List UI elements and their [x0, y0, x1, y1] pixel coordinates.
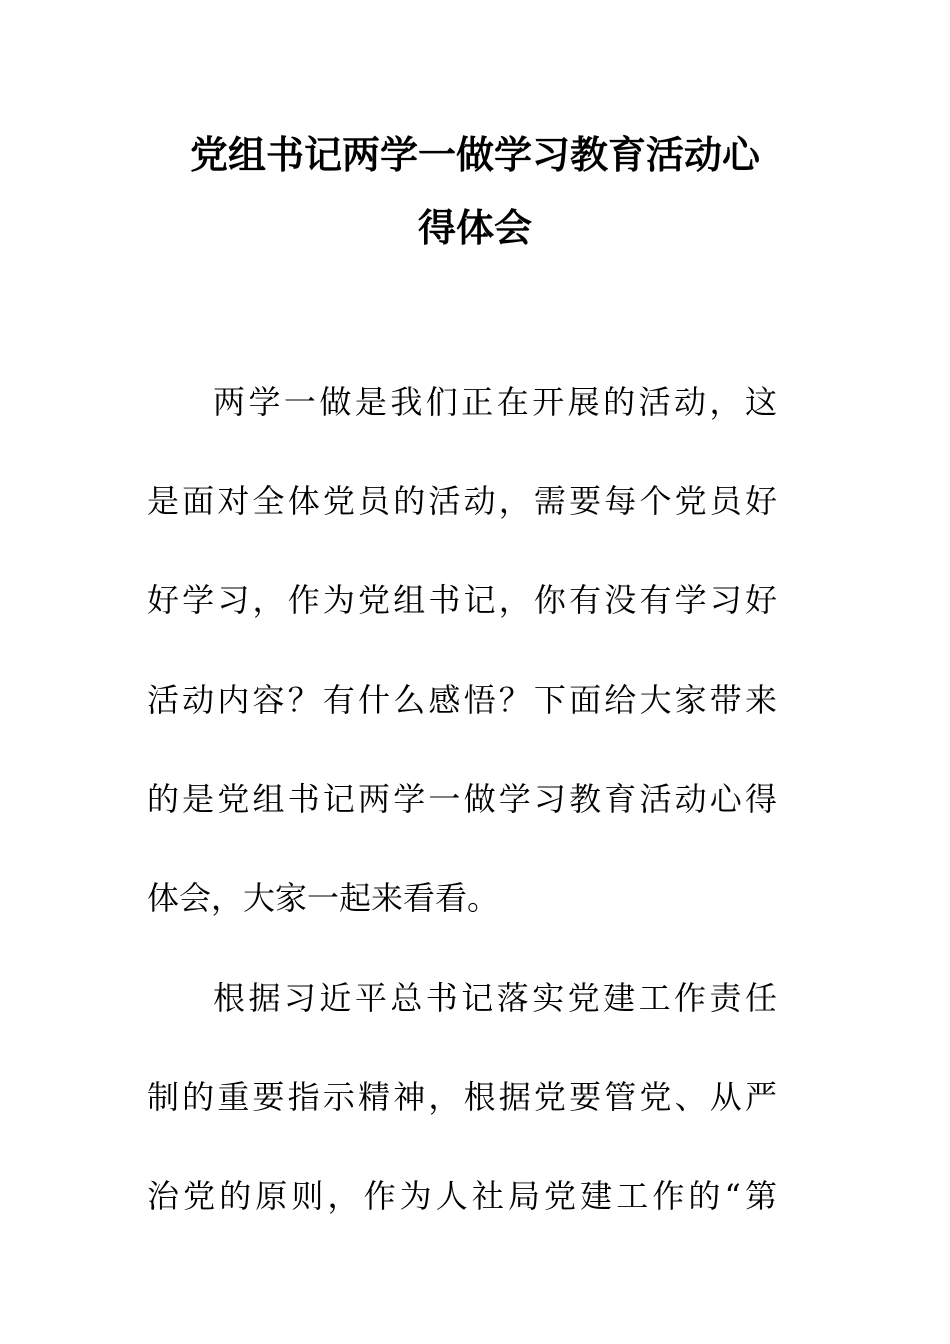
paragraph-1-line-3: 好学习，作为党组书记，你有没有学习好: [147, 581, 777, 619]
document-title-line-2: 得体会: [417, 205, 532, 250]
paragraph-1-line-1: 两学一做是我们正在开展的活动，这: [213, 383, 777, 421]
paragraph-1-line-2: 是面对全体党员的活动，需要每个党员好: [147, 482, 777, 520]
paragraph-2-line-2: 制的重要指示精神，根据党要管党、从严: [147, 1078, 777, 1116]
paragraph-2-line-3: 治党的原则，作为人社局党建工作的“第: [147, 1177, 777, 1215]
paragraph-1-line-4: 活动内容？有什么感悟？下面给大家带来: [147, 681, 777, 719]
document-title-line-1: 党组书记两学一做学习教育活动心: [189, 132, 760, 177]
paragraph-1-line-5: 的是党组书记两学一做学习教育活动心得: [147, 780, 777, 818]
paragraph-1-line-6: 体会，大家一起来看看。: [147, 879, 500, 917]
paragraph-2-line-1: 根据习近平总书记落实党建工作责任: [213, 979, 777, 1017]
